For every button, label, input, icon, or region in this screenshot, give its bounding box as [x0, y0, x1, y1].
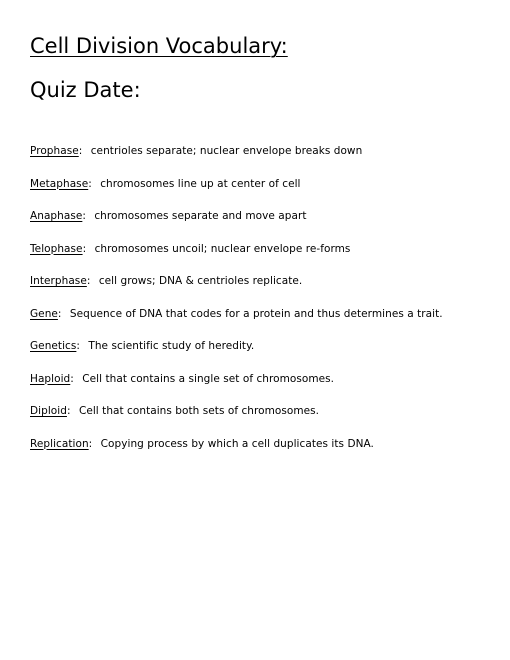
vocab-term: Diploid — [30, 405, 67, 417]
vocab-definition: cell grows; DNA & centrioles replicate. — [98, 275, 303, 287]
vocab-term: Telophase — [30, 242, 83, 255]
vocab-item-anaphase: Anaphase: chromosomes separate and move apart — [30, 210, 307, 222]
vocab-definition: chromosomes line up at center of cell — [100, 177, 301, 190]
vocab-term: Gene — [30, 307, 58, 320]
vocab-term: Replication — [30, 437, 89, 450]
vocab-item-diploid: Diploid: Cell that contains both sets of chromosomes. — [30, 405, 320, 417]
vocab-term: Haploid — [30, 372, 71, 385]
vocab-item-gene: Gene: Sequence of DNA that codes for a protein and thus determines a trait. — [30, 307, 443, 320]
vocab-definition: Cell that contains a single set of chromosomes. — [82, 372, 335, 385]
vocabulary-list — [30, 143, 490, 468]
vocab-definition: Cell that contains both sets of chromosomes. — [78, 405, 320, 417]
vocab-definition: Sequence of DNA that codes for a protein and thus determines a trait. — [69, 307, 443, 320]
vocab-definition: Copying process by which a cell duplicates its DNA. — [100, 437, 374, 450]
vocab-term: Genetics — [30, 340, 77, 352]
vocab-item-replication: Replication: Copying process by which a cell duplicates its DNA. — [30, 437, 374, 450]
quiz-date-label: Quiz Date: — [30, 78, 141, 102]
vocab-item-metaphase: Metaphase: chromosomes line up at center of cell — [30, 177, 301, 190]
vocab-definition: chromosomes separate and move apart — [94, 210, 307, 222]
vocab-item-interphase: Interphase: cell grows; DNA & centrioles replicate. — [30, 275, 303, 287]
vocab-definition: centrioles separate; nuclear envelope breaks down — [90, 145, 363, 157]
vocab-term: Interphase — [30, 275, 87, 287]
vocab-term: Metaphase — [30, 177, 89, 190]
vocab-item-prophase: Prophase: centrioles separate; nuclear envelope breaks down — [30, 145, 363, 157]
vocab-item-genetics: Genetics: The scientific study of heredity. — [30, 340, 255, 352]
vocab-term: Anaphase — [30, 210, 83, 222]
vocab-term: Prophase — [30, 145, 79, 157]
vocab-definition: chromosomes uncoil; nuclear envelope re-forms — [94, 242, 351, 255]
vocab-definition: The scientific study of heredity. — [88, 340, 255, 352]
page-title: Cell Division Vocabulary: — [30, 34, 288, 58]
vocab-item-haploid: Haploid: Cell that contains a single set of chromosomes. — [30, 372, 335, 385]
vocab-item-telophase: Telophase: chromosomes uncoil; nuclear envelope re-forms — [30, 242, 351, 255]
